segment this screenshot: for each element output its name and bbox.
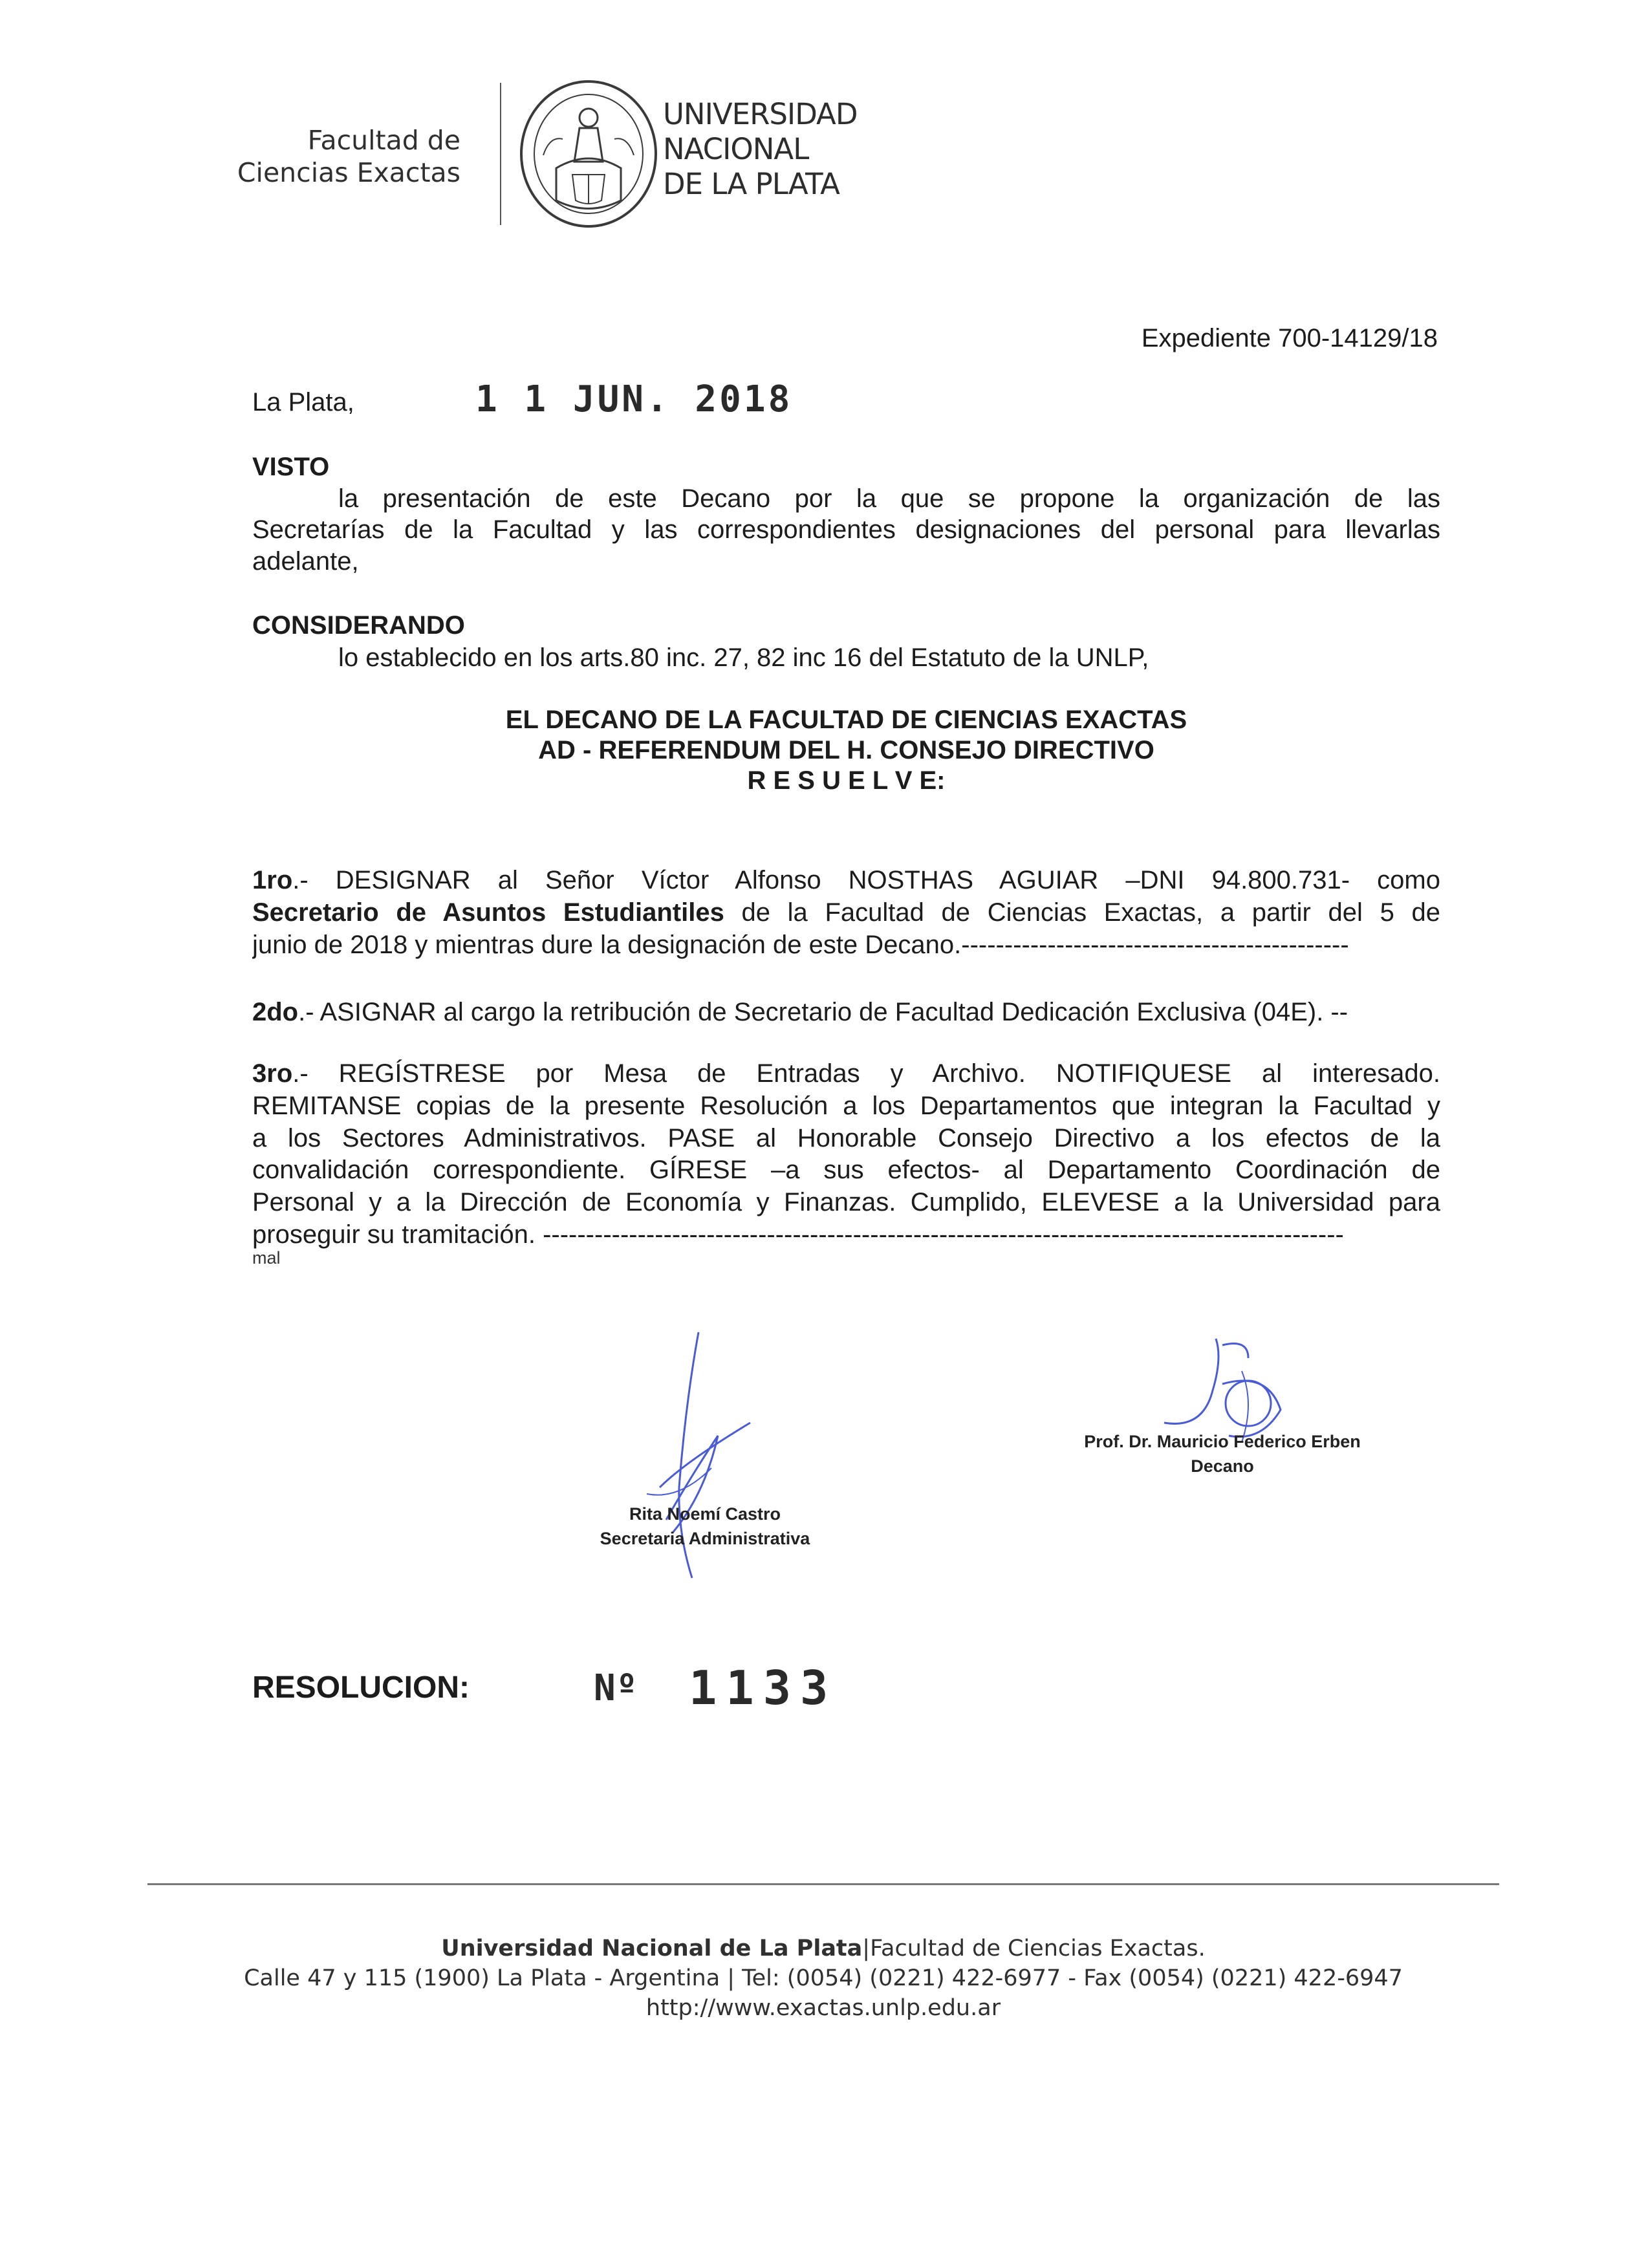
footer-rule bbox=[147, 1883, 1499, 1885]
footer-university: Universidad Nacional de La Plata bbox=[441, 1936, 863, 1961]
footer-website: http://www.exactas.unlp.edu.ar bbox=[645, 1995, 1001, 2021]
visto-heading: VISTO bbox=[252, 453, 330, 481]
university-name-line2: NACIONAL bbox=[663, 132, 809, 166]
article1-line1 bbox=[252, 864, 1440, 897]
article2 bbox=[252, 996, 1440, 1029]
university-name bbox=[663, 97, 857, 202]
article3-line4: convalidación correspondiente. GÍRESE –a sus efectos- al Departamento Coordinación de bbox=[252, 1156, 1440, 1184]
left-signatory-title: Secretaria Administrativa bbox=[600, 1529, 810, 1548]
left-signatory-name: Rita Noemí Castro bbox=[629, 1504, 781, 1524]
right-signatory-title: Decano bbox=[1191, 1456, 1254, 1476]
faculty-name bbox=[213, 124, 460, 189]
footer-line1 bbox=[147, 1934, 1499, 1963]
resolution-no-mark: Nº bbox=[594, 1667, 638, 1709]
considerando-line1: lo establecido en los arts.80 inc. 27, 82 inc 16 del Estatuto de la UNLP, bbox=[338, 643, 1149, 672]
article3-line2: REMITANSE copias de la presente Resolución a los Departamentos que integran la Facultad y bbox=[252, 1092, 1440, 1120]
resolution-number: 1133 bbox=[689, 1661, 838, 1715]
article2-number: 2do bbox=[252, 998, 299, 1026]
university-name-line3: DE LA PLATA bbox=[663, 167, 839, 201]
article1-number: 1ro bbox=[252, 866, 293, 894]
article3-line1 bbox=[252, 1057, 1440, 1090]
article3-number: 3ro bbox=[252, 1059, 293, 1088]
initials: mal bbox=[252, 1248, 281, 1268]
left-signatory bbox=[576, 1502, 834, 1551]
article1-bold-role: Secretario de Asuntos Estudiantiles bbox=[252, 898, 724, 927]
article1-text1: .- DESIGNAR al Señor Víctor Alfonso NOSTHAS AGUIAR –DNI 94.800.731- como bbox=[292, 866, 1440, 894]
article2-text: .- ASIGNAR al cargo la retribución de Secretario de Facultad Dedicación Exclusiva (04E). -- bbox=[298, 998, 1348, 1026]
considerando-heading: CONSIDERANDO bbox=[252, 611, 465, 640]
faculty-name-line2: Ciencias Exactas bbox=[237, 157, 460, 188]
right-signatory-name: Prof. Dr. Mauricio Federico Erben bbox=[1084, 1432, 1361, 1451]
university-name-line1: UNIVERSIDAD bbox=[663, 97, 858, 131]
header-divider bbox=[500, 83, 501, 225]
footer-separator: | bbox=[862, 1936, 871, 1961]
article3-line6: proseguir su tramitación. --------------------------------------------------------------------------------------------- bbox=[252, 1220, 1344, 1249]
resolution-label: RESOLUCION: bbox=[252, 1670, 470, 1705]
resolution-title bbox=[252, 704, 1440, 797]
faculty-name-line1: Facultad de bbox=[307, 125, 460, 156]
visto-line2: Secretarías de la Facultad y las correspondientes designaciones del personal para llevarlas bbox=[252, 515, 1440, 544]
title-line1: EL DECANO DE LA FACULTAD DE CIENCIAS EXACTAS bbox=[505, 706, 1187, 734]
article3-text1: .- REGÍSTRESE por Mesa de Entradas y Archivo. NOTIFIQUESE al interesado. bbox=[292, 1059, 1440, 1088]
footer-address: Calle 47 y 115 (1900) La Plata - Argentina | Tel: (0054) (0221) 422-6977 - Fax (0054) (0221) 422-6947 bbox=[244, 1965, 1403, 1991]
footer-faculty: Facultad de Ciencias Exactas. bbox=[870, 1936, 1206, 1961]
date-stamp: 1 1 JUN. 2018 bbox=[475, 378, 793, 420]
place: La Plata, bbox=[252, 388, 354, 416]
article3-line3: a los Sectores Administrativos. PASE al Honorable Consejo Directivo a los efectos de la bbox=[252, 1124, 1440, 1152]
article1-line2 bbox=[252, 896, 1440, 929]
title-line3: R E S U E L V E: bbox=[747, 766, 946, 795]
visto-line3: adelante, bbox=[252, 547, 359, 576]
article1-text2: de la Facultad de Ciencias Exactas, a partir del 5 de bbox=[724, 898, 1440, 927]
unlp-seal-icon bbox=[517, 78, 660, 230]
article3-line5: Personal y a la Dirección de Economía y Finanzas. Cumplido, ELEVESE a la Universidad para bbox=[252, 1188, 1440, 1216]
expediente-number: Expediente 700-14129/18 bbox=[1141, 324, 1438, 352]
title-line2: AD - REFERENDUM DEL H. CONSEJO DIRECTIVO bbox=[538, 736, 1154, 764]
visto-line1: la presentación de este Decano por la que se propone la organización de las bbox=[338, 484, 1440, 513]
article1-line3: junio de 2018 y mientras dure la designación de este Decano.--------------------------------------------- bbox=[252, 931, 1349, 959]
footer bbox=[147, 1934, 1499, 2023]
right-signatory bbox=[1054, 1429, 1391, 1478]
